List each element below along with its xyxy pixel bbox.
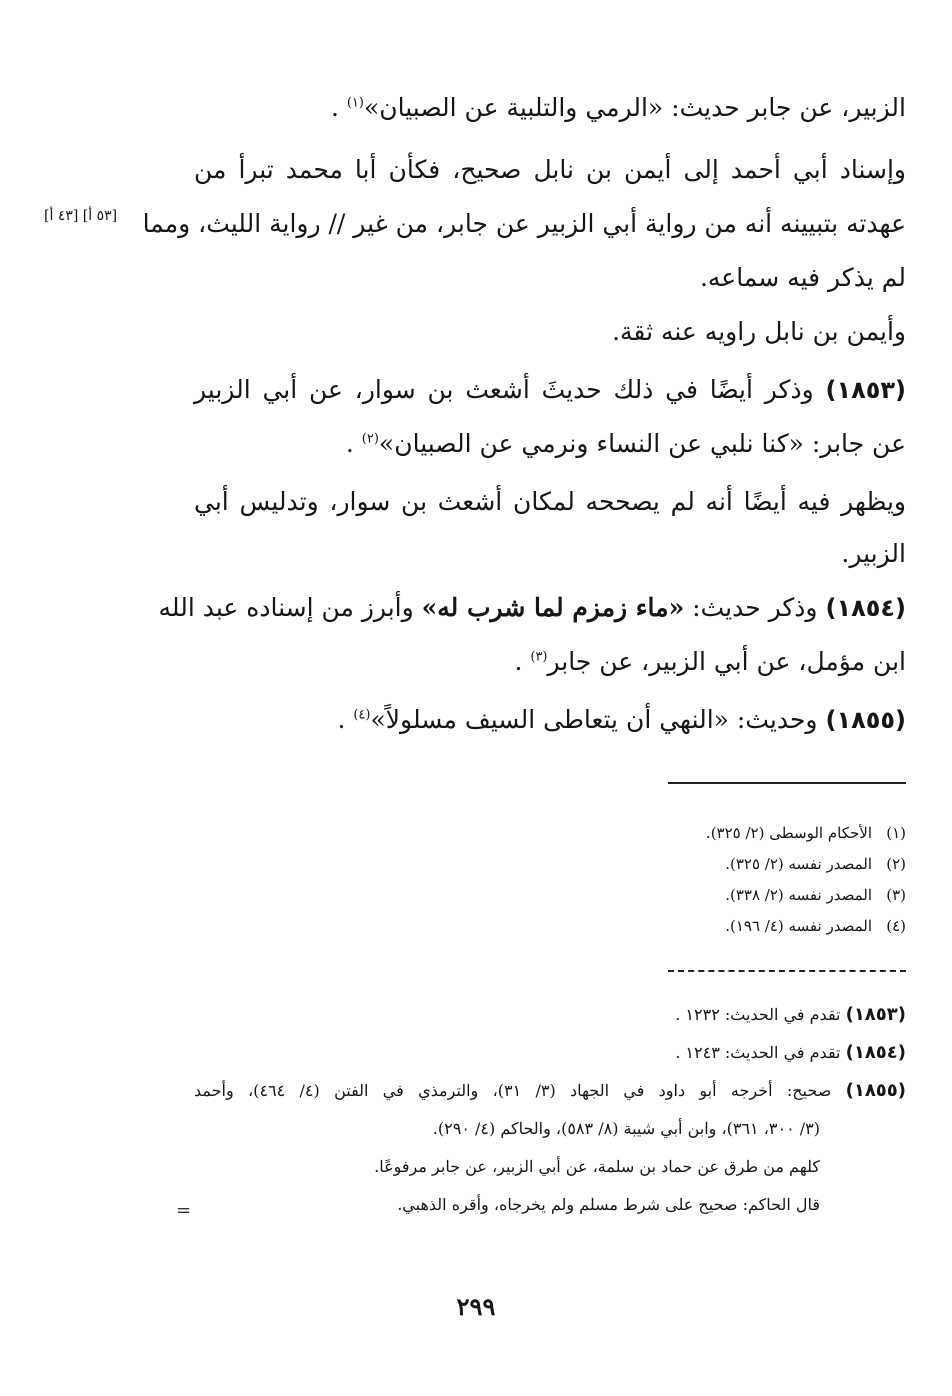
footnote-1: (١)الأحكام الوسطى (٢/ ٣٢٥).	[705, 824, 906, 842]
page-number: ٢٩٩	[456, 1292, 496, 1321]
takhrij-1853: (١٨٥٣) تقدم في الحديث: ١٢٣٢ .	[675, 1004, 906, 1025]
body-line-5: وأيمن بن نابل راويه عنه ثقة.	[612, 317, 906, 346]
footnote-2: (٢)المصدر نفسه (٢/ ٣٢٥).	[725, 855, 906, 873]
takhrij-separator	[668, 970, 906, 972]
footnote-4: (٤)المصدر نفسه (٤/ ١٩٦).	[725, 917, 906, 935]
footnote-ref-3[interactable]: (٣)	[530, 649, 548, 665]
stray-mark: =	[176, 1200, 192, 1221]
footnote-separator	[668, 782, 906, 784]
body-line-9: الزبير.	[841, 539, 906, 568]
hadith-1855-line-1: (١٨٥٥) وحديث: «النهي أن يتعاطى السيف مسلولاً»$^{(٤)}$ .	[337, 705, 906, 734]
body-line-8: ويظهر فيه أيضًا أنه لم يصححه لمكان أشعث بن سوار، وتدليس أبي	[194, 487, 906, 516]
footnote-ref-2[interactable]: (٢)	[361, 431, 379, 447]
footnote-ref-4[interactable]: (٤)	[353, 707, 371, 723]
margin-manuscript-note: [٥٣ أ] [٤٣ أ]	[44, 208, 118, 224]
hadith-number-1855: (١٨٥٥)	[825, 706, 906, 734]
takhrij-1855-line-2: (٣/ ٣٠٠، ٣٦١)، وابن أبي شيبة (٨/ ٥٨٣)، والحاكم (٤/ ٢٩٠).	[432, 1119, 820, 1138]
takhrij-1855-line-1: (١٨٥٥) صحيح: أخرجه أبو داود في الجهاد (٣/ ٣١)، والترمذي في الفتن (٤/ ٤٦٤)، وأحمد	[194, 1080, 907, 1101]
takhrij-1855-line-4: قال الحاكم: صحيح على شرط مسلم ولم يخرجاه، وأقره الذهبي.	[397, 1195, 820, 1214]
hadith-number-1853: (١٨٥٣)	[825, 376, 906, 404]
hadith-number-1854: (١٨٥٤)	[825, 594, 906, 622]
body-line-4: لم يذكر فيه سماعه.	[699, 263, 906, 292]
hadith-1853-line-1: (١٨٥٣) وذكر أيضًا في ذلك حديثَ أشعث بن سوار، عن أبي الزبير	[194, 375, 906, 404]
hadith-1853-line-2: عن جابر: «كنا نلبي عن النساء ونرمي عن الصبيان»$^{(٢)}$ .	[345, 429, 906, 458]
footnote-ref-1[interactable]: (١)	[346, 95, 364, 111]
takhrij-1854: (١٨٥٤) تقدم في الحديث: ١٢٤٣ .	[675, 1042, 906, 1063]
body-line-3: عهدته بتبيينه أنه من رواية أبي الزبير عن جابر، من غير // رواية الليث، ومما	[142, 209, 906, 238]
takhrij-1855-line-3: كلهم من طرق عن حماد بن سلمة، عن أبي الزبير، عن جابر مرفوعًا.	[374, 1157, 820, 1176]
footnote-3: (٣)المصدر نفسه (٢/ ٣٣٨).	[725, 886, 906, 904]
body-line-2: وإسناد أبي أحمد إلى أيمن بن نابل صحيح، فكأن أبا محمد تبرأ من	[194, 155, 906, 184]
body-line-1: الزبير، عن جابر حديث: «الرمي والتلبية عن الصبيان»$^{(١)}$ .	[330, 93, 906, 122]
hadith-1854-line-1: (١٨٥٤) وذكر حديث: «ماء زمزم لما شرب له» وأبرز من إسناده عبد الله	[158, 593, 906, 622]
hadith-1854-line-2: ابن مؤمل، عن أبي الزبير، عن جابر$^{(٣)}$ .	[514, 647, 906, 676]
